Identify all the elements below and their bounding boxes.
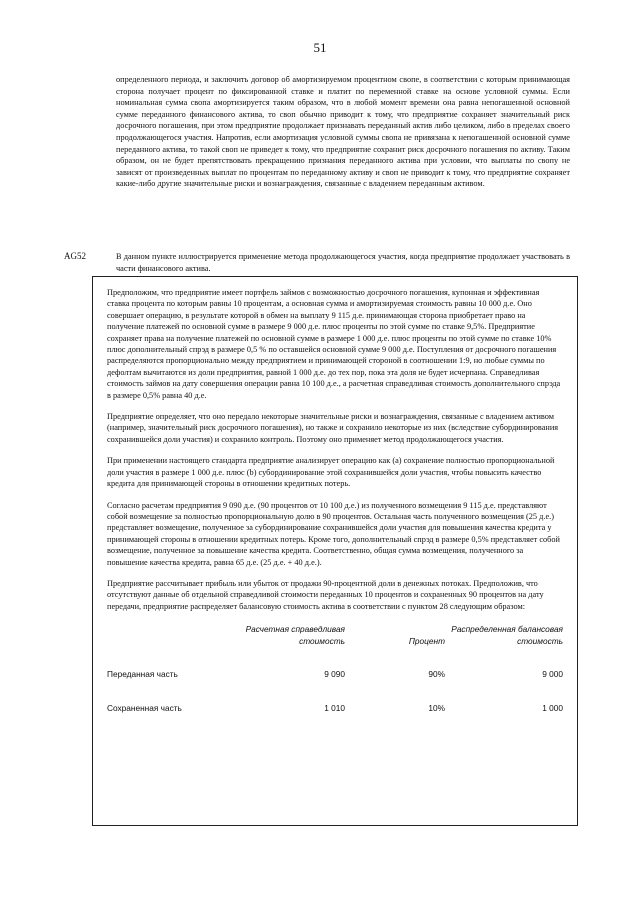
table-cell: Переданная часть: [107, 669, 178, 680]
allocation-table: [107, 624, 563, 713]
example-paragraph-calculation: Согласно расчетам предприятия 9 090 д.е. (90 процентов от 10 100 д.е.) из полученного возмещения 9 115 д.е. представляют собой возмещение за полностью пропорциональную долю в 90 процентов. Остальная часть полученного возмещения (25 д.е.) представляет возмещение, полученное за субординирование сохранившейся доли участия для повышения качества кредита у принимающей стороны в отношении кредитных потерь. Кроме того, дополнительный спрэд в размере 0,5% представляет собой возмещение, полученное за повышение качества кредита. Соответственно, общая сумма возмещения, полученного за повышение качества кредита, равна 65 д.е. (25 д.е. + 40 д.е.).: [107, 500, 560, 567]
paragraph-label: AG52: [64, 251, 86, 261]
table-cell: 9 000: [542, 669, 563, 680]
example-paragraph-determination: Предприятие определяет, что оно передало некоторые значительные риски и вознаграждения, связанные с владением активом (например, значительный риск досрочного погашения), но также и сохранило некоторые из них (вследствие субординирования сохранившейся доли участия) и сохранило контроль. Поэтому оно применяет метод продолжающегося участия.: [107, 412, 559, 444]
table-header-row: [107, 624, 563, 653]
table-header-carrying-amount: Распределенная балансовая стоимость: [451, 624, 563, 646]
table-cell: 90%: [428, 669, 445, 680]
example-box: [92, 276, 578, 826]
paragraph-text: В данном пункте иллюстрируется применение метода продолжающегося участия, когда предприятие продолжает участвовать в части финансового актива.: [116, 252, 570, 273]
table-cell: 10%: [428, 703, 445, 714]
example-paragraph-assumption: Предположим, что предприятие имеет портфель займов с возможностью досрочного погашения, купонная и эффективная ставка процента по которым равны 10 процентам, а основная сумма и амортизируемая стоимость равны 10 000 д.е. Оно совершает операцию, в результате которой в обмен на выплату 9 115 д.е. принимающая сторона приобретает право на получение платежей по основной сумме в размере 9 000 д.е. плюс проценты по этой сумме по ставке 9,5%. Предприятие сохраняет права на получение платежей по основной сумме в размере 1 000 д.е. плюс проценты по этой сумме по ставке 10% плюс дополнительный спрэд в размере 0,5 % по оставшейся основной сумме 9 000 д.е. Поступления от досрочного погашения распределяются пропорционально между предприятием и принимающей стороной в соотношении 1:9, но любые суммы по дефолтам вычитаются из доли предприятия, равной 1 000 д.е. до тех пор, пока эта доля не будет исчерпана. Справедливая стоимость займов на дату совершения операции равна 10 100 д.е., а расчетная справедливая стоимость дополнительного спрэда в размере 0,5% равна 40 д.е.: [107, 288, 561, 400]
example-paragraph-analysis: При применении настоящего стандарта предприятие анализирует операцию как (а) сохранение полностью пропорциональной доли участия в размере 1 000 д.е. плюс (b) субординирование этой сохранившейся доли участия, чтобы повысить качество кредита для принимающей стороны в отношении кредитных потерь.: [107, 456, 555, 489]
table-cell: 1 000: [542, 703, 563, 714]
table-cell: Сохраненная часть: [107, 703, 182, 714]
table-header-fair-value: Расчетная справедливая стоимость: [245, 624, 345, 646]
page-number: 51: [313, 40, 327, 55]
table-row: [107, 653, 563, 679]
table-header-blank: [107, 624, 227, 653]
intro-paragraph: определенного периода, и заключить договор об амортизируемом процентном свопе, в соответствии с которым принимающая сторона получает процент по фиксированной ставке и платит по переменной ставке на основе условной суммы. Если номинальная сумма свопа амортизируется таким образом, что в любой момент времени она равна непогашенной основной сумме переданного финансового актива, то своп обычно приводит к тому, что предприятие сохраняет значительный риск досрочного погашения, при этом предприятие продолжает признавать переданный актив либо целиком, либо в пределах своего продолжающегося участия. Напротив, если амортизация условной суммы свопа не привязана к непогашенной основной сумме переданного актива, то такой своп не приведет к тому, что предприятие сохранит риск досрочного погашения по активу. Таким образом, он не будет препятствовать прекращению признания переданного актива при условии, что выплаты по свопу не зависят от произведенных выплат по процентам по переданному активу и своп не приводит к тому, что предприятие сохраняет какие-либо другие значительные риски и вознаграждения, связанные с владением переданным активом.: [116, 75, 570, 189]
example-paragraph-allocation: Предприятие рассчитывает прибыль или убыток от продажи 90-процентной доли в денежных потоках. Предположив, что отсутствуют данные об отдельной справедливой стоимости переданных 10 процентов и сохраненных 90 процентов на дату передачи, предприятие распределяет балансовую стоимость актива в соответствии с пунктом 28 следующим образом:: [107, 578, 544, 611]
table-cell: 9 090: [324, 669, 345, 680]
table-cell: 1 010: [324, 703, 345, 714]
table-row: [107, 679, 563, 713]
table-header-percent: Процент: [408, 635, 445, 646]
